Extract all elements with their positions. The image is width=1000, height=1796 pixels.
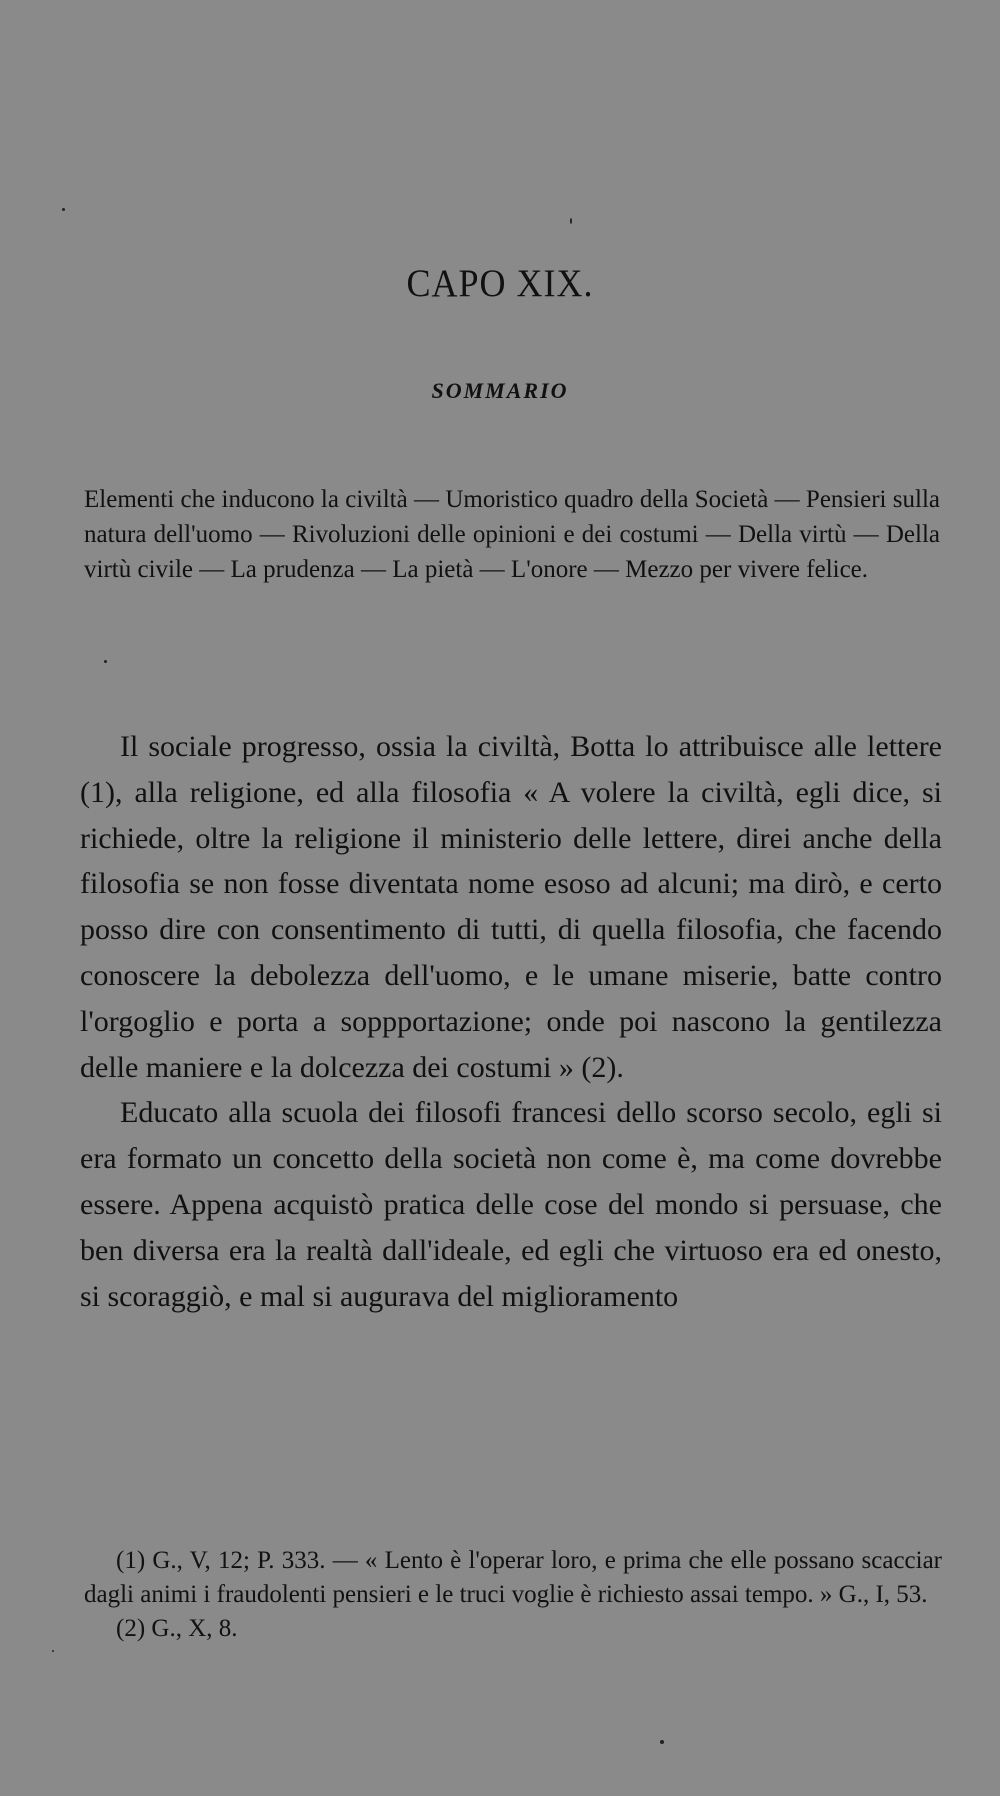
body-paragraph: Il sociale progresso, ossia la civiltà, Botta lo attribuisce alle lettere (1), alla religione, ed alla filosofia « A volere la civiltà, egli dice, si richiede, oltre la religione il ministerio delle lettere, direi anche della filosofia se non fosse diventata nome esoso ad alcuni; ma dirò, e certo posso dire con consentimento di tutti, di quella filosofia, che facendo conoscere la debolezza dell'uomo, e le umane miserie, batte contro l'orgoglio e porta a soppportazione; onde poi nascono la gentilezza delle maniere e la dolcezza dei costumi » (2). [80,730,942,1084]
footnote-2: (2) G., X, 8. [116,1615,238,1642]
footnote-1: (1) G., V, 12; P. 333. — « Lento è l'operar loro, e prima che elle possano scacciar dagli animi i fraudolenti pensieri e le truci voglie è richiesto assai tempo. » G., I, 53. [84,1547,942,1608]
summary-heading: SOMMARIO [431,378,569,403]
scan-speck [62,208,65,211]
footnotes [84,1544,942,1646]
scan-speck [104,660,107,663]
scan-speck [660,1740,664,1744]
chapter-title: CAPO XIX. [406,261,594,305]
summary-text: Elementi che inducono la civiltà — Umoristico quadro della Società — Pensieri sulla natura dell'uomo — Rivoluzioni delle opinioni e dei costumi — Della virtù — Della virtù civile — La prudenza — La pietà — L'onore — Mezzo per vivere felice. [84,486,940,583]
body-paragraph: Educato alla scuola dei filosofi francesi dello scorso secolo, egli si era formato un concetto della società non come è, ma come dovrebbe essere. Appena acquistò pratica delle cose del mondo si persuase, che ben diversa era la realtà dall'ideale, ed egli che virtuoso era ed onesto, si scoraggiò, e mal si augurava del miglioramento [80,1096,942,1313]
scan-speck [52,1650,54,1652]
body-text [80,724,942,1319]
scan-speck [570,218,572,224]
